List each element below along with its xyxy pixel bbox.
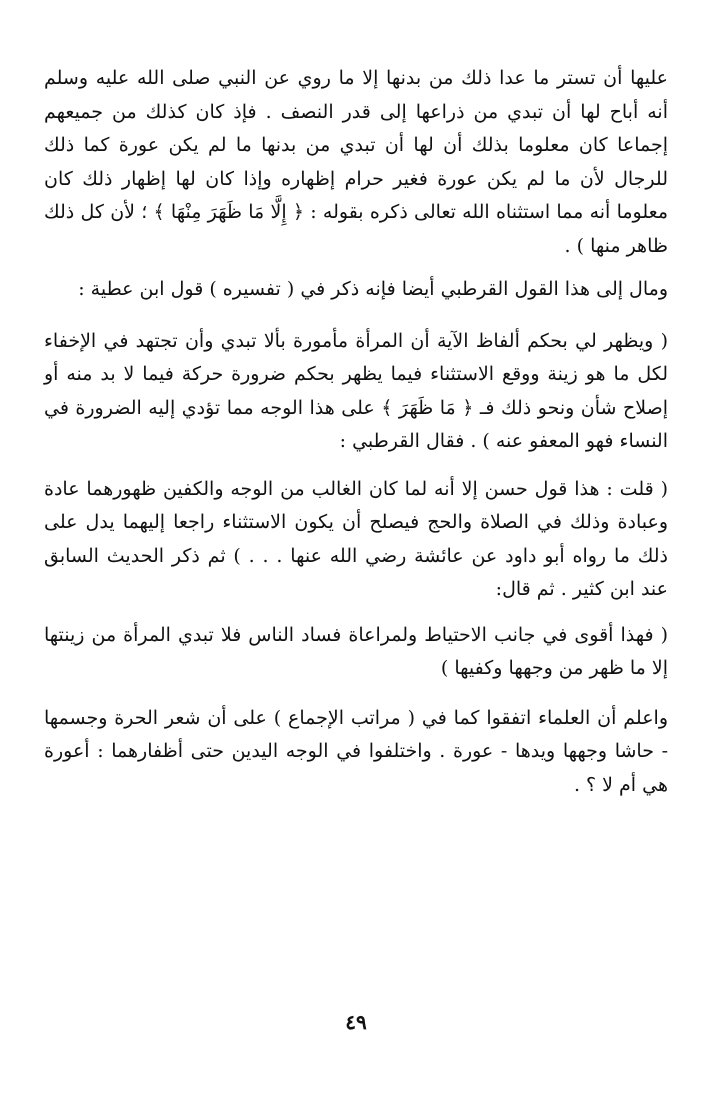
paragraph-6: واعلم أن العلماء اتفقوا كما في ( مراتب الإجماع ) على أن شعر الحرة وجسمها - حاشا وجهها ويدها - عورة . واختلفوا في الوجه اليدين حتى أظفارهما : أعورة هي أم لا ؟ . xyxy=(44,706,668,796)
paragraph-3-quote: ( ويظهر لي بحكم ألفاظ الآية أن المرأة مأمورة بألا تبدي وأن تجتهد في الإخفاء لكل ما هو زينة ووقع الاستثناء فيما يظهر بحكم ضرورة حركة فيما لا بد منه أو إصلاح شأن ونحو ذلك فـ ﴿ مَا ظَهَرَ ﴾ على هذا الوجه مما تؤدي إليه الضرورة في النساء فهو المعفو عنه ) . فقال القرطبي : xyxy=(44,329,668,452)
paragraph-5-quote: ( فهذا أقوى في جانب الاحتياط ولمراعاة فساد الناس فلا تبدي المرأة من زينتها إلا ما ظهر من وجهها وكفيها ) xyxy=(44,623,668,679)
paragraph-1: عليها أن تستر ما عدا ذلك من بدنها إلا ما روي عن النبي صلى الله عليه وسلم أنه أباح لها أن تبدي من ذراعها إلى قدر النصف . فإذ كان كذلك من جميعهم إجماعا كان معلوما بذلك أن لها أن تبدي من بدنها ما لم يكن عورة كما ذلك للرجال لأن ما لم يكن عورة فغير حرام إظهاره وإذا كان لها إظهار ذلك كان معلوما أنه مما استثناه الله تعالى ذكره بقوله : ﴿ إِلَّا مَا ظَهَرَ مِنْهَا ﴾ ؛ لأن كل ذلك ظاهر منها ) . xyxy=(44,67,668,257)
paragraph-4-quote: ( قلت : هذا قول حسن إلا أنه لما كان الغالب من الوجه والكفين ظهورهما عادة وعبادة وذلك في الصلاة والحج فيصلح أن يكون الاستثناء راجعا إليهما يدل على ذلك ما رواه أبو داود عن عائشة رضي الله عنها . . . ) ثم ذكر الحديث السابق عند ابن كثير . ثم قال: xyxy=(44,477,668,600)
paragraph-2: ومال إلى هذا القول القرطبي أيضا فإنه ذكر في ( تفسيره ) قول ابن عطية : xyxy=(78,278,668,300)
page-body xyxy=(44,62,668,802)
page-number: ٤٩ xyxy=(345,1010,367,1034)
